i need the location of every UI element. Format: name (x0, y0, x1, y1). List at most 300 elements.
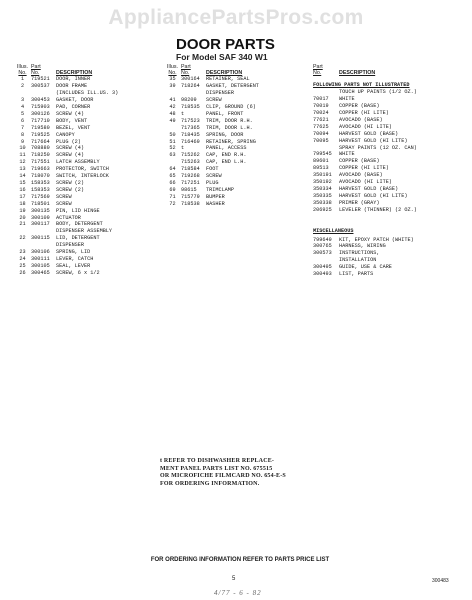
part-description: LEVELER (THINNER) (2 OZ.) (339, 206, 417, 213)
part-description: AVOCADO (BASE) (339, 172, 383, 179)
part-number: 300115 (31, 235, 50, 242)
part-row (313, 172, 468, 179)
part-row (14, 187, 164, 194)
part-row (14, 249, 164, 256)
part-number (31, 90, 56, 97)
part-number: 89513 (313, 165, 329, 172)
part-row (14, 180, 164, 187)
part-description: DOOR, INNER (56, 76, 91, 83)
part-number: 719525 (31, 131, 50, 138)
part-row (164, 118, 314, 125)
illus-number: 18 (19, 200, 26, 207)
part-number: 718501 (31, 200, 50, 207)
part-number: 89601 (313, 158, 329, 165)
part-row (313, 207, 468, 214)
part-description: DISPENSER (206, 90, 235, 97)
part-row (14, 242, 164, 249)
part-row (14, 104, 164, 111)
part-number: 206925 (313, 206, 332, 213)
part-row (164, 194, 314, 201)
part-description: GASKET, DETERGENT (206, 83, 259, 90)
part-description: PROTECTOR, SWITCH (56, 166, 109, 173)
part-description: TRIM, DOOR R.H. (206, 117, 253, 124)
part-description: TRIM, DOOR L.H. (206, 124, 253, 131)
part-number (31, 242, 56, 249)
part-description: LEVER, CATCH (56, 255, 94, 262)
part-description: SPRING, DOOR (206, 131, 244, 138)
part-row (14, 263, 164, 270)
part-description: FOOT (206, 166, 219, 173)
part-number: 350335 (313, 192, 332, 199)
part-number: 300465 (31, 269, 50, 276)
part-row (164, 139, 314, 146)
part-description: SCREW (2) (56, 180, 85, 186)
part-number: 77625 (313, 123, 329, 130)
part-description: CAP, END R.H. (206, 152, 247, 159)
illus-number: 21 (19, 221, 26, 228)
part-number: 717365 (181, 124, 200, 131)
illus-number: 72 (169, 200, 176, 207)
part-description: HARVEST GOLD (BASE) (339, 130, 399, 137)
illus-header: Illus. (167, 64, 178, 70)
part-row (313, 243, 468, 250)
part-description: GUIDE, USE & CARE (339, 264, 392, 271)
part-row (164, 104, 314, 111)
part-row (14, 215, 164, 222)
illus-number: 49 (169, 117, 176, 124)
part-row (313, 110, 468, 117)
part-number: 300111 (31, 255, 50, 262)
part-row (14, 201, 164, 208)
part-description: HARVEST GOLD (HI LITE) (339, 192, 408, 199)
right-column-header (313, 64, 468, 76)
part-number: 300117 (31, 221, 50, 228)
part-number: 77621 (313, 116, 329, 123)
part-number: 718535 (181, 104, 200, 111)
part-description: RETAINER, SPRING (206, 138, 256, 145)
part-number: 300126 (31, 110, 50, 117)
part-row (14, 221, 164, 228)
part-number: 350192 (313, 179, 332, 186)
illus-number: 39 (169, 83, 176, 90)
part-description: HARVEST GOLD (HI LITE) (339, 137, 408, 144)
note-line: FOR ORDERING INFORMATION. (160, 480, 260, 487)
illus-number (14, 242, 31, 249)
part-number: 300106 (31, 249, 50, 256)
part-number: 70095 (313, 137, 329, 144)
part-row (164, 132, 314, 139)
part-row (313, 103, 468, 110)
part-number: 350191 (313, 172, 332, 179)
part-number: 715262 (181, 152, 200, 159)
note-line: MENT PANEL PARTS LIST NO. 675515 (160, 465, 273, 472)
part-row (14, 235, 164, 242)
part-description: SPRAY PAINTS (12 OZ. CAN) (339, 144, 417, 151)
part-description: SEAL, LEVER (56, 262, 91, 269)
part-row (164, 201, 314, 208)
part-description: CAP, END L.H. (206, 159, 247, 166)
illus-number (164, 125, 181, 132)
part-description: SCREW (56, 193, 72, 200)
part-description: KIT, EPOXY PATCH (WHITE) (339, 236, 414, 243)
illus-number: 9 (20, 138, 25, 145)
illus-number (14, 228, 31, 235)
part-description: TRIMCLAMP (206, 186, 235, 193)
illus-header: Illus. (17, 64, 28, 70)
illus-number: 64 (169, 166, 176, 173)
part-row (14, 270, 164, 277)
illus-number: 16 (19, 186, 26, 193)
illus-number: 6 (20, 117, 25, 124)
middle-rows (164, 76, 314, 207)
middle-parts-column (164, 64, 314, 208)
part-description: CANOPY (56, 131, 75, 138)
part-description: BEZEL, VENT (56, 124, 91, 131)
illus-number: 52 (169, 145, 176, 152)
part-no-header: No. (313, 70, 322, 77)
part-row (313, 124, 468, 131)
part-row (164, 166, 314, 173)
part-number: 717664 (31, 138, 50, 145)
part-number: 158353 (31, 186, 50, 193)
illus-number: 71 (169, 193, 176, 200)
part-header: Part (181, 64, 191, 70)
part-row (313, 89, 468, 96)
part-description: PLUG (206, 180, 219, 186)
part-description: WASHER (206, 200, 225, 207)
left-parts-column (14, 64, 164, 277)
part-number: 718435 (181, 131, 200, 138)
part-description: AVOCADO (HI LITE) (339, 123, 392, 130)
left-rows (14, 76, 164, 276)
part-number: 300453 (31, 97, 50, 104)
part-row (14, 145, 164, 152)
part-description: TOUCH UP PAINTS (1/2 OZ.) (339, 89, 417, 96)
part-row (313, 250, 468, 257)
part-number: 719663 (31, 166, 50, 173)
not-illustrated-heading: FOLLOWING PARTS NOT ILLUSTRATED (313, 82, 410, 89)
part-row (313, 165, 468, 172)
part-number (181, 90, 206, 97)
part-number: 70017 (313, 96, 329, 103)
illus-number: 48 (169, 110, 176, 117)
part-description: SPRING, LID (56, 249, 91, 256)
illus-number: 8 (20, 131, 25, 138)
part-number (31, 228, 56, 235)
part-description: INSTRUCTIONS, (339, 250, 380, 257)
part-number: 717710 (31, 117, 50, 124)
part-row (164, 145, 314, 152)
part-number: 300573 (313, 250, 332, 257)
part-row (313, 200, 468, 207)
illus-number: 20 (19, 214, 26, 221)
illus-number (14, 90, 31, 97)
part-number: 718538 (181, 200, 200, 207)
part-description: PANEL, ACCESS (206, 145, 247, 152)
part-description: PLUG (2) (56, 138, 81, 145)
illus-number: 11 (19, 152, 26, 159)
illus-number: 7 (20, 124, 25, 131)
part-row (313, 264, 468, 271)
part-description: AVOCADO (HI LITE) (339, 179, 392, 186)
part-row (14, 152, 164, 159)
part-description: (INCLUDES ILL.US. 3) (56, 90, 119, 97)
illus-number: 66 (169, 180, 176, 186)
part-description: LIST, PARTS (339, 271, 374, 278)
illus-number: 65 (169, 173, 176, 180)
part-row (164, 97, 314, 104)
part-description: AVOCADO (BASE) (339, 116, 383, 123)
part-number: 717523 (181, 117, 200, 124)
part-number: 719268 (181, 173, 200, 180)
illus-number: 13 (19, 166, 26, 173)
illus-no-header: No. (18, 70, 27, 77)
part-description: COPPER (HI LITE) (339, 110, 389, 117)
part-number: 98209 (181, 97, 197, 104)
right-parts-column (313, 64, 468, 278)
part-description: SCREW (2) (56, 186, 85, 193)
part-description: HARVEST GOLD (BASE) (339, 186, 399, 192)
part-row (164, 159, 314, 166)
illus-number: 19 (19, 207, 26, 214)
part-description: SCREW (56, 200, 72, 207)
illus-number: 10 (19, 145, 26, 152)
part-number: 715263 (181, 159, 200, 166)
part-row (164, 83, 314, 90)
illus-number: 41 (169, 97, 176, 104)
part-number: 799649 (313, 236, 332, 243)
part-row (164, 180, 314, 187)
part-row (313, 131, 468, 138)
part-row (14, 83, 164, 90)
page-number: 5 (232, 576, 236, 582)
site-watermark: AppliancePartsPros.com (108, 6, 364, 29)
part-number: 718250 (31, 152, 50, 159)
illus-number: 42 (169, 104, 176, 111)
part-number: 300105 (31, 262, 50, 269)
part-number (313, 89, 339, 96)
part-row (14, 118, 164, 125)
description-header: DESCRIPTION (206, 70, 243, 77)
part-number: 70024 (313, 110, 329, 117)
part-number: 708880 (31, 145, 50, 152)
part-number: 70094 (313, 130, 329, 137)
illus-number: 14 (19, 173, 26, 180)
part-row (313, 151, 468, 158)
illus-number: 50 (169, 131, 176, 138)
part-number (313, 145, 339, 152)
part-row (164, 152, 314, 159)
part-row (164, 187, 314, 194)
part-row (14, 125, 164, 132)
part-description: PAD, CORNER (56, 104, 91, 111)
part-no-header: No. (31, 70, 40, 77)
part-number: t (181, 110, 185, 117)
part-number: 300164 (181, 76, 200, 83)
page-code: 300483 (432, 578, 449, 584)
part-description: SCREW (206, 173, 222, 180)
ordering-footer: FOR ORDERING INFORMATION REFER TO PARTS PRICE LIST (150, 557, 330, 563)
part-row (313, 237, 468, 244)
part-number: 158353 (31, 180, 50, 186)
part-header: Part (313, 64, 323, 70)
part-description: COPPER (BASE) (339, 103, 380, 110)
part-row (313, 96, 468, 103)
part-number: 98615 (181, 186, 197, 193)
part-number: 300495 (313, 264, 332, 271)
miscellaneous-heading: MISCELLANEOUS (313, 227, 354, 234)
illus-number (164, 159, 181, 166)
part-row (14, 139, 164, 146)
part-row (313, 271, 468, 278)
part-description: ACTUATOR (56, 214, 81, 221)
part-header: Part (31, 64, 41, 70)
illus-number: 26 (19, 269, 26, 276)
part-number: 300135 (31, 207, 50, 214)
part-description: CLIP, GROUND (6) (206, 104, 256, 111)
part-description: DOOR FRAME (56, 83, 88, 90)
part-description: LID, DETERGENT (56, 235, 100, 242)
page-title: DOOR PARTS (176, 36, 275, 53)
part-number: 715779 (181, 193, 200, 200)
illus-number: 23 (19, 249, 26, 256)
part-number: 718264 (181, 83, 200, 90)
part-row (313, 158, 468, 165)
part-number: 300765 (313, 243, 332, 250)
part-row (14, 173, 164, 180)
part-number: 718584 (181, 166, 200, 173)
part-description: BUMPER (206, 193, 225, 200)
part-row (14, 132, 164, 139)
illus-number: 63 (169, 152, 176, 159)
part-description: RETAINER, SEAL (206, 76, 250, 83)
part-row (313, 193, 468, 200)
illus-no-header: No. (168, 70, 177, 77)
part-number: 715903 (31, 104, 50, 111)
description-header: DESCRIPTION (339, 70, 376, 77)
part-row (313, 179, 468, 186)
illus-number: 22 (19, 235, 26, 242)
part-description: GASKET, DOOR (56, 97, 94, 104)
part-description: DISPENSER ASSEMBLY (56, 228, 113, 235)
left-column-header (14, 64, 164, 76)
description-header: DESCRIPTION (56, 70, 93, 77)
part-description: BODY, DETERGENT (56, 221, 103, 228)
part-row (164, 90, 314, 97)
part-row (14, 97, 164, 104)
handwritten-note: 4/77 - 6 - 82 (214, 589, 262, 597)
miscellaneous-rows (313, 237, 468, 278)
part-description: DISPENSER (56, 242, 85, 249)
part-row (14, 208, 164, 215)
part-row (14, 256, 164, 263)
illus-number: 5 (20, 110, 25, 117)
part-description: SCREW (4) (56, 145, 85, 152)
illus-number: 15 (19, 180, 26, 186)
part-number: 350334 (313, 186, 332, 192)
replacement-panel-note (160, 458, 370, 488)
part-row (313, 145, 468, 152)
part-no-header: No. (181, 70, 190, 77)
part-number: 300537 (31, 83, 50, 90)
model-subtitle: For Model SAF 340 W1 (176, 52, 268, 62)
part-row (164, 173, 314, 180)
part-description: COPPER (HI LITE) (339, 165, 389, 172)
part-description: WHITE (339, 96, 355, 103)
part-description: COPPER (BASE) (339, 158, 380, 165)
part-row (14, 76, 164, 83)
part-number: 719580 (31, 124, 50, 131)
part-number: 300109 (31, 214, 50, 221)
part-number: 717251 (181, 180, 200, 186)
part-number: 717551 (31, 159, 50, 166)
illus-number: 2 (20, 83, 25, 90)
part-number: 717569 (31, 193, 50, 200)
illus-number: 24 (19, 255, 26, 262)
part-number: 300493 (313, 271, 332, 278)
part-row (164, 111, 314, 118)
part-description: HARNESS, WIRING (339, 243, 386, 250)
part-number: 718070 (31, 173, 50, 180)
part-number: 350338 (313, 199, 332, 206)
part-number (313, 257, 339, 264)
illus-number: 35 (169, 76, 176, 83)
middle-column-header (164, 64, 314, 76)
illus-number: 4 (20, 104, 25, 111)
part-number: t (181, 145, 185, 152)
part-description: PANEL, FRONT (206, 110, 244, 117)
part-number: 799545 (313, 151, 332, 158)
illus-number: 51 (169, 138, 176, 145)
part-row (14, 194, 164, 201)
part-description: SCREW (4) (56, 110, 85, 117)
part-number: 70019 (313, 103, 329, 110)
part-row (313, 257, 468, 264)
illus-number (164, 90, 181, 97)
part-row (164, 125, 314, 132)
part-row (14, 90, 164, 97)
part-row (14, 159, 164, 166)
part-description: INSTALLATION (339, 257, 377, 264)
illus-number: 3 (20, 97, 25, 104)
part-description: SCREW, 6 x 1/2 (56, 269, 100, 276)
part-description: PIN, LID HINGE (56, 207, 100, 214)
part-row (313, 186, 468, 193)
not-illustrated-rows (313, 89, 468, 213)
part-number: 719521 (31, 76, 50, 83)
part-description: PRIMER (GRAY) (339, 199, 380, 206)
note-line: OR MICROFICHE FILMCARD NO. 654-E-S (160, 473, 286, 479)
part-description: BODY, VENT (56, 117, 88, 124)
part-row (14, 228, 164, 235)
part-row (14, 111, 164, 118)
part-row (164, 76, 314, 83)
part-row (313, 117, 468, 124)
part-row (313, 138, 468, 145)
part-row (14, 166, 164, 173)
part-number: 716469 (181, 138, 200, 145)
part-description: SCREW (206, 97, 222, 104)
part-description: WHITE (339, 151, 355, 158)
illus-number: 1 (20, 76, 25, 83)
note-line: t REFER TO DISHWASHER REPLACE- (160, 458, 275, 464)
illus-number: 12 (19, 159, 26, 166)
illus-number: 17 (19, 193, 26, 200)
part-description: LATCH ASSEMBLY (56, 159, 100, 166)
part-description: SCREW (4) (56, 152, 85, 159)
part-description: SWITCH, INTERLOCK (56, 173, 109, 180)
illus-number: 25 (19, 262, 26, 269)
